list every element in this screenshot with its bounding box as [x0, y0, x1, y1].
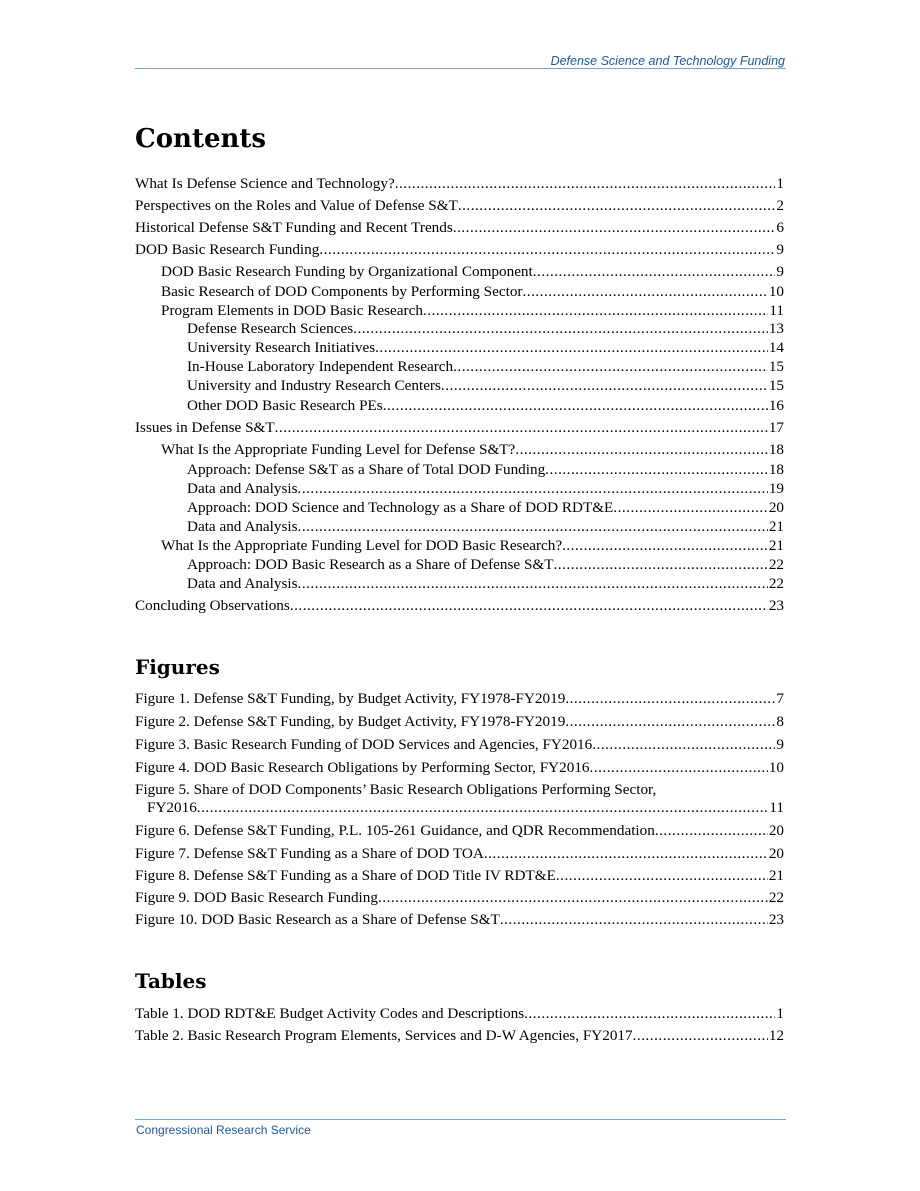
toc-entry-page: 16: [768, 397, 784, 414]
dot-leader: [319, 241, 775, 259]
table-entry-text: Table 1. DOD RDT&E Budget Activity Codes and Descriptions: [135, 1005, 525, 1022]
footer-rule: [135, 1119, 786, 1120]
toc-entry-page: 2: [776, 197, 784, 214]
toc-entry-page: 21: [768, 537, 784, 554]
dot-leader: [515, 441, 768, 459]
dot-leader: [395, 175, 776, 193]
toc-entry[interactable]: [135, 219, 784, 237]
dot-leader: [554, 556, 768, 574]
figure-entry-text: Figure 4. DOD Basic Research Obligations by Performing Sector, FY2016: [135, 759, 590, 776]
figure-entry-text: Figure 6. Defense S&T Funding, P.L. 105-261 Guidance, and QDR Recommendation: [135, 822, 655, 839]
dot-leader: [556, 867, 768, 885]
toc-entry-page: 19: [768, 480, 784, 497]
dot-leader: [458, 197, 776, 215]
toc-entry-page: 23: [768, 597, 784, 614]
toc-entry-text: Program Elements in DOD Basic Research: [161, 302, 423, 319]
toc-entry[interactable]: [135, 377, 784, 395]
figure-entry-page: 20: [768, 822, 784, 839]
figure-entry-page: 11: [769, 799, 784, 816]
dot-leader: [197, 799, 770, 817]
toc-entry-page: 9: [776, 263, 784, 280]
toc-entry[interactable]: [135, 241, 784, 259]
toc-entry-text: Historical Defense S&T Funding and Recent Trends: [135, 219, 453, 236]
figure-entry[interactable]: [135, 690, 784, 708]
dot-leader: [441, 377, 768, 395]
figure-entry-text: Figure 9. DOD Basic Research Funding: [135, 889, 378, 906]
dot-leader: [383, 397, 768, 415]
figure-entry-page: 9: [776, 736, 784, 753]
toc-entry-text: Approach: DOD Basic Research as a Share of Defense S&T: [187, 556, 554, 573]
toc-entry[interactable]: [135, 556, 784, 574]
dot-leader: [453, 219, 776, 237]
toc-entry-text: What Is the Appropriate Funding Level for Defense S&T?: [161, 441, 516, 458]
dot-leader: [423, 302, 768, 320]
figure-entry[interactable]: [135, 889, 784, 907]
toc-entry-page: 11: [769, 302, 784, 319]
table-entry-page: 1: [776, 1005, 784, 1022]
dot-leader: [592, 736, 775, 754]
figure-entry-text: Figure 10. DOD Basic Research as a Share of Defense S&T: [135, 911, 500, 928]
toc-entry-page: 17: [768, 419, 784, 436]
table-entry[interactable]: [135, 1005, 784, 1023]
running-header-title: Defense Science and Technology Funding: [550, 54, 785, 68]
figure-entry-text: Figure 1. Defense S&T Funding, by Budget Activity, FY1978-FY2019: [135, 690, 566, 707]
figures-heading: Figures: [135, 655, 220, 679]
toc-entry[interactable]: [135, 419, 784, 437]
toc-entry-text: Defense Research Sciences: [187, 320, 354, 337]
toc-entry-page: 15: [768, 377, 784, 394]
dot-leader: [522, 283, 767, 301]
toc-entry-page: 9: [776, 241, 784, 258]
toc-entry-page: 6: [776, 219, 784, 236]
dot-leader: [565, 713, 775, 731]
figure-entry[interactable]: [135, 845, 784, 863]
toc-entry[interactable]: [135, 480, 784, 498]
figure-entry[interactable]: [135, 781, 784, 817]
figure-entry-text: Figure 7. Defense S&T Funding as a Share of DOD TOA: [135, 845, 484, 862]
dot-leader: [298, 518, 768, 536]
dot-leader: [378, 889, 768, 907]
toc-entry[interactable]: [135, 263, 784, 281]
figure-entry[interactable]: [135, 822, 784, 840]
dot-leader: [562, 537, 768, 555]
toc-entry[interactable]: [135, 537, 784, 555]
toc-entry-text: Data and Analysis: [187, 575, 298, 592]
figure-entry[interactable]: [135, 867, 784, 885]
toc-entry[interactable]: [135, 339, 784, 357]
dot-leader: [655, 822, 768, 840]
figure-entry-page: 21: [768, 867, 784, 884]
toc-entry[interactable]: [135, 175, 784, 193]
toc-entry-text: University Research Initiatives: [187, 339, 376, 356]
toc-entry-text: Concluding Observations: [135, 597, 290, 614]
toc-entry-text: DOD Basic Research Funding: [135, 241, 320, 258]
figure-entry-page: 20: [768, 845, 784, 862]
toc-entry-page: 22: [768, 556, 784, 573]
tables-heading: Tables: [135, 969, 207, 993]
toc-entry-text: What Is the Appropriate Funding Level for DOD Basic Research?: [161, 537, 563, 554]
dot-leader: [298, 575, 768, 593]
toc-entry[interactable]: [135, 597, 784, 615]
toc-entry[interactable]: [135, 302, 784, 320]
toc-entry[interactable]: [135, 320, 784, 338]
dot-leader: [590, 759, 768, 777]
toc-entry-page: 18: [768, 461, 784, 478]
toc-entry-text: In-House Laboratory Independent Research: [187, 358, 454, 375]
figure-entry-text: Figure 3. Basic Research Funding of DOD Services and Agencies, FY2016: [135, 736, 593, 753]
figure-entry[interactable]: [135, 736, 784, 754]
dot-leader: [353, 320, 768, 338]
toc-entry-page: 15: [768, 358, 784, 375]
toc-entry-text: Approach: Defense S&T as a Share of Total DOD Funding: [187, 461, 546, 478]
toc-entry[interactable]: [135, 499, 784, 517]
toc-entry-page: 14: [768, 339, 784, 356]
dot-leader: [290, 597, 768, 615]
figure-entry-page: 23: [768, 911, 784, 928]
toc-entry-text: Data and Analysis: [187, 480, 298, 497]
toc-entry-page: 22: [768, 575, 784, 592]
header-rule: [135, 68, 786, 69]
toc-entry-text: Issues in Defense S&T: [135, 419, 275, 436]
table-entry[interactable]: [135, 1027, 784, 1045]
toc-entry-text: Other DOD Basic Research PEs: [187, 397, 383, 414]
figure-entry-text: Figure 5. Share of DOD Components’ Basic Research Obligations Performing Sector,: [135, 781, 657, 798]
table-entry-text: Table 2. Basic Research Program Elements, Services and D-W Agencies, FY2017: [135, 1027, 633, 1044]
dot-leader: [613, 499, 767, 517]
toc-entry[interactable]: [135, 518, 784, 536]
toc-entry[interactable]: [135, 441, 784, 459]
toc-entry[interactable]: [135, 461, 784, 479]
figure-entry-page: 7: [776, 690, 784, 707]
toc-entry[interactable]: [135, 397, 784, 415]
toc-entry-page: 20: [768, 499, 784, 516]
figure-entry-text-continued: FY2016: [147, 799, 197, 816]
toc-entry-page: 13: [768, 320, 784, 337]
toc-entry-page: 21: [768, 518, 784, 535]
figure-entry[interactable]: [135, 759, 784, 777]
dot-leader: [453, 358, 768, 376]
figure-entry-page: 10: [768, 759, 784, 776]
figure-entry[interactable]: [135, 713, 784, 731]
toc-entry[interactable]: [135, 358, 784, 376]
toc-entry[interactable]: [135, 197, 784, 215]
dot-leader: [565, 690, 775, 708]
figure-entry-page: 8: [776, 713, 784, 730]
figure-entry-text: Figure 8. Defense S&T Funding as a Share of DOD Title IV RDT&E: [135, 867, 556, 884]
toc-entry-page: 18: [768, 441, 784, 458]
contents-heading: Contents: [135, 124, 267, 154]
dot-leader: [298, 480, 768, 498]
toc-entry-text: What Is Defense Science and Technology?: [135, 175, 395, 192]
table-entry-page: 12: [768, 1027, 784, 1044]
toc-entry[interactable]: [135, 283, 784, 301]
toc-entry-page: 10: [768, 283, 784, 300]
dot-leader: [545, 461, 768, 479]
dot-leader: [633, 1027, 768, 1045]
toc-entry-text: Basic Research of DOD Components by Performing Sector: [161, 283, 523, 300]
figure-entry[interactable]: [135, 911, 784, 929]
toc-entry[interactable]: [135, 575, 784, 593]
dot-leader: [375, 339, 768, 357]
dot-leader: [275, 419, 768, 437]
toc-entry-text: Perspectives on the Roles and Value of Defense S&T: [135, 197, 458, 214]
toc-entry-text: Approach: DOD Science and Technology as a Share of DOD RDT&E: [187, 499, 614, 516]
running-footer-publisher: Congressional Research Service: [136, 1123, 311, 1137]
toc-entry-text: Data and Analysis: [187, 518, 298, 535]
toc-entry-text: DOD Basic Research Funding by Organizational Component: [161, 263, 533, 280]
dot-leader: [500, 911, 768, 929]
toc-entry-text: University and Industry Research Centers: [187, 377, 441, 394]
dot-leader: [533, 263, 776, 281]
dot-leader: [524, 1005, 775, 1023]
toc-entry-page: 1: [776, 175, 784, 192]
dot-leader: [484, 845, 768, 863]
figure-entry-text: Figure 2. Defense S&T Funding, by Budget Activity, FY1978-FY2019: [135, 713, 566, 730]
figure-entry-page: 22: [768, 889, 784, 906]
